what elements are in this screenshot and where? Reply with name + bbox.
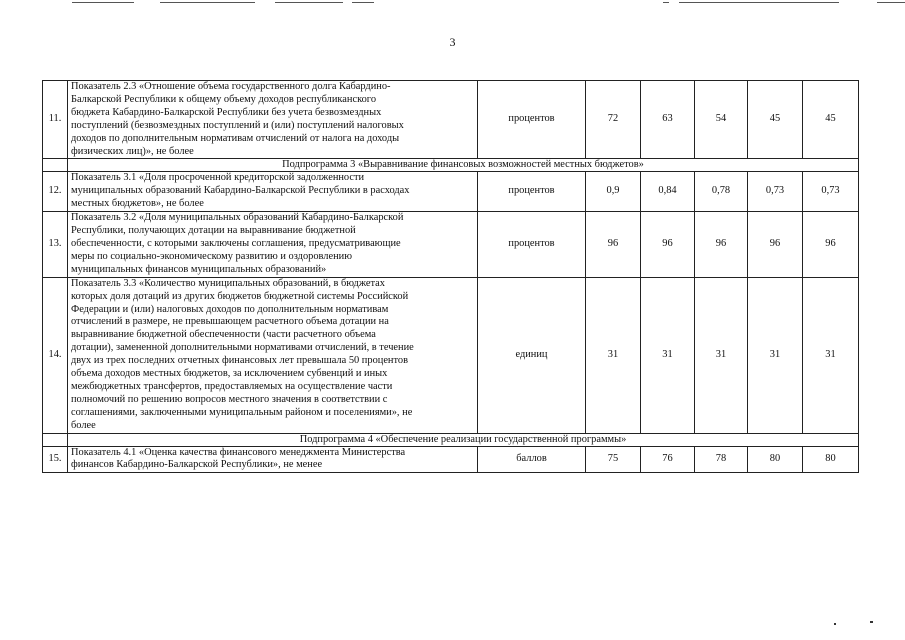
indicator-value: 0,73 bbox=[748, 172, 803, 212]
scan-line bbox=[352, 2, 374, 3]
subprogram-row bbox=[43, 159, 859, 172]
indicators-table bbox=[42, 80, 859, 473]
indicator-description-line: более bbox=[71, 419, 96, 431]
row-number: 11. bbox=[43, 81, 68, 159]
indicator-description bbox=[68, 81, 478, 159]
indicator-row bbox=[43, 277, 859, 433]
indicator-value: 0,73 bbox=[803, 172, 859, 212]
page-number: 3 bbox=[449, 35, 456, 49]
indicator-description-line: Показатель 3.3 «Количество муниципальных образований, в бюджетах bbox=[71, 277, 385, 289]
row-number: 12. bbox=[43, 172, 68, 212]
indicator-description-line: которых доля дотаций из других бюджетов бюджетной системы Российской bbox=[71, 290, 409, 302]
unit-of-measure: процентов bbox=[478, 172, 586, 212]
indicator-value: 0,9 bbox=[586, 172, 641, 212]
indicator-description-line: выравнивание бюджетной обеспеченности (части расчетного объема bbox=[71, 329, 376, 341]
indicator-value: 63 bbox=[641, 81, 695, 159]
indicator-description-line: полномочий по решению вопросов местного значения в соответствии с bbox=[71, 393, 388, 405]
indicator-row bbox=[43, 172, 859, 212]
indicator-description-line: бюджета Кабардино-Балкарской Республики без учета безвозмездных bbox=[71, 106, 382, 118]
indicator-description bbox=[68, 446, 478, 473]
indicator-value: 96 bbox=[695, 212, 748, 278]
indicator-description-line: Показатель 4.1 «Оценка качества финансового менеджмента Министерства bbox=[71, 446, 406, 458]
scan-line bbox=[877, 2, 905, 3]
indicator-row bbox=[43, 446, 859, 473]
indicator-description-line: соглашениями, заключенными муниципальным районом и поселениями», не bbox=[71, 406, 413, 418]
indicator-description-line: поступлений (безвозмездных поступлений и (или) поступлений налоговых bbox=[71, 119, 404, 131]
row-number: 14. bbox=[43, 277, 68, 433]
indicator-value: 96 bbox=[748, 212, 803, 278]
indicator-description-line: меры по социально-экономическому развитию и оздоровлению bbox=[71, 250, 352, 262]
indicator-description-line: доходов по дополнительным нормативам отчислений от налога на доходы bbox=[71, 132, 400, 144]
indicator-description-line: Показатель 3.2 «Доля муниципальных образований Кабардино-Балкарской bbox=[71, 212, 404, 224]
indicator-value: 96 bbox=[641, 212, 695, 278]
indicator-value: 76 bbox=[641, 446, 695, 473]
indicator-value: 96 bbox=[803, 212, 859, 278]
indicator-description bbox=[68, 172, 478, 212]
indicator-description-line: муниципальных финансов муниципальных образований» bbox=[71, 263, 327, 275]
indicator-description-line: Балкарской Республики к общему объему доходов республиканского bbox=[71, 93, 377, 105]
unit-of-measure: баллов bbox=[478, 446, 586, 473]
scan-line bbox=[663, 2, 669, 3]
indicator-value: 72 bbox=[586, 81, 641, 159]
indicator-value: 45 bbox=[803, 81, 859, 159]
indicator-description-line: физических лиц)», не более bbox=[71, 145, 194, 157]
indicator-description-line: двух из трех последних отчетных финансовых лет превышала 50 процентов bbox=[71, 355, 408, 367]
indicator-description-line: Республики, получающих дотации на выравнивание бюджетной bbox=[71, 225, 356, 237]
indicator-description-line: отчислений в размере, не превышающем расчетного объема дотации на bbox=[71, 316, 389, 328]
subprogram-title: Подпрограмма 3 «Выравнивание финансовых возможностей местных бюджетов» bbox=[68, 159, 859, 172]
indicator-value: 31 bbox=[586, 277, 641, 433]
unit-of-measure: процентов bbox=[478, 81, 586, 159]
indicator-value: 78 bbox=[695, 446, 748, 473]
subprogram-title: Подпрограмма 4 «Обеспечение реализации государственной программы» bbox=[68, 433, 859, 446]
indicator-description bbox=[68, 277, 478, 433]
indicator-description-line: Федерации и (или) налоговых доходов по дополнительным нормативам bbox=[71, 303, 389, 315]
indicator-description-line: муниципальных образований Кабардино-Балкарской Республики в расходах bbox=[71, 185, 410, 197]
indicator-value: 0,78 bbox=[695, 172, 748, 212]
indicator-value: 54 bbox=[695, 81, 748, 159]
indicator-value: 31 bbox=[641, 277, 695, 433]
row-spacer-cell bbox=[43, 433, 68, 446]
indicator-value: 80 bbox=[748, 446, 803, 473]
indicator-description-line: Показатель 2.3 «Отношение объема государственного долга Кабардино- bbox=[71, 81, 391, 92]
indicator-value: 31 bbox=[803, 277, 859, 433]
scan-line bbox=[72, 2, 134, 3]
indicator-value: 45 bbox=[748, 81, 803, 159]
indicator-description-line: Показатель 3.1 «Доля просроченной кредиторской задолженности bbox=[71, 172, 365, 184]
scan-speck bbox=[870, 621, 873, 623]
scan-line bbox=[275, 2, 343, 3]
indicator-description-line: местных бюджетов», не более bbox=[71, 198, 204, 210]
indicator-description-line: межбюджетных трансфертов, предоставляемых на осуществление части bbox=[71, 380, 393, 392]
indicator-description-line: объема доходов местных бюджетов, за исключением субвенций и иных bbox=[71, 368, 388, 380]
indicator-value: 75 bbox=[586, 446, 641, 473]
unit-of-measure: единиц bbox=[478, 277, 586, 433]
indicator-value: 0,84 bbox=[641, 172, 695, 212]
indicator-description-line: обеспеченности, с которыми заключены соглашения, предусматривающие bbox=[71, 237, 401, 249]
indicator-value: 80 bbox=[803, 446, 859, 473]
indicator-description-line: финансов Кабардино-Балкарской Республики», не менее bbox=[71, 459, 323, 471]
scan-speck bbox=[834, 623, 836, 625]
unit-of-measure: процентов bbox=[478, 212, 586, 278]
indicator-row bbox=[43, 81, 859, 159]
row-spacer-cell bbox=[43, 159, 68, 172]
indicator-row bbox=[43, 212, 859, 278]
scan-line bbox=[679, 2, 839, 3]
subprogram-row bbox=[43, 433, 859, 446]
indicator-value: 31 bbox=[748, 277, 803, 433]
row-number: 15. bbox=[43, 446, 68, 473]
row-number: 13. bbox=[43, 212, 68, 278]
indicator-description-line: дотации), замененной дополнительными нормативами отчислений, в течение bbox=[71, 342, 414, 354]
indicator-description bbox=[68, 212, 478, 278]
scan-line bbox=[160, 2, 255, 3]
indicator-value: 31 bbox=[695, 277, 748, 433]
indicator-value: 96 bbox=[586, 212, 641, 278]
